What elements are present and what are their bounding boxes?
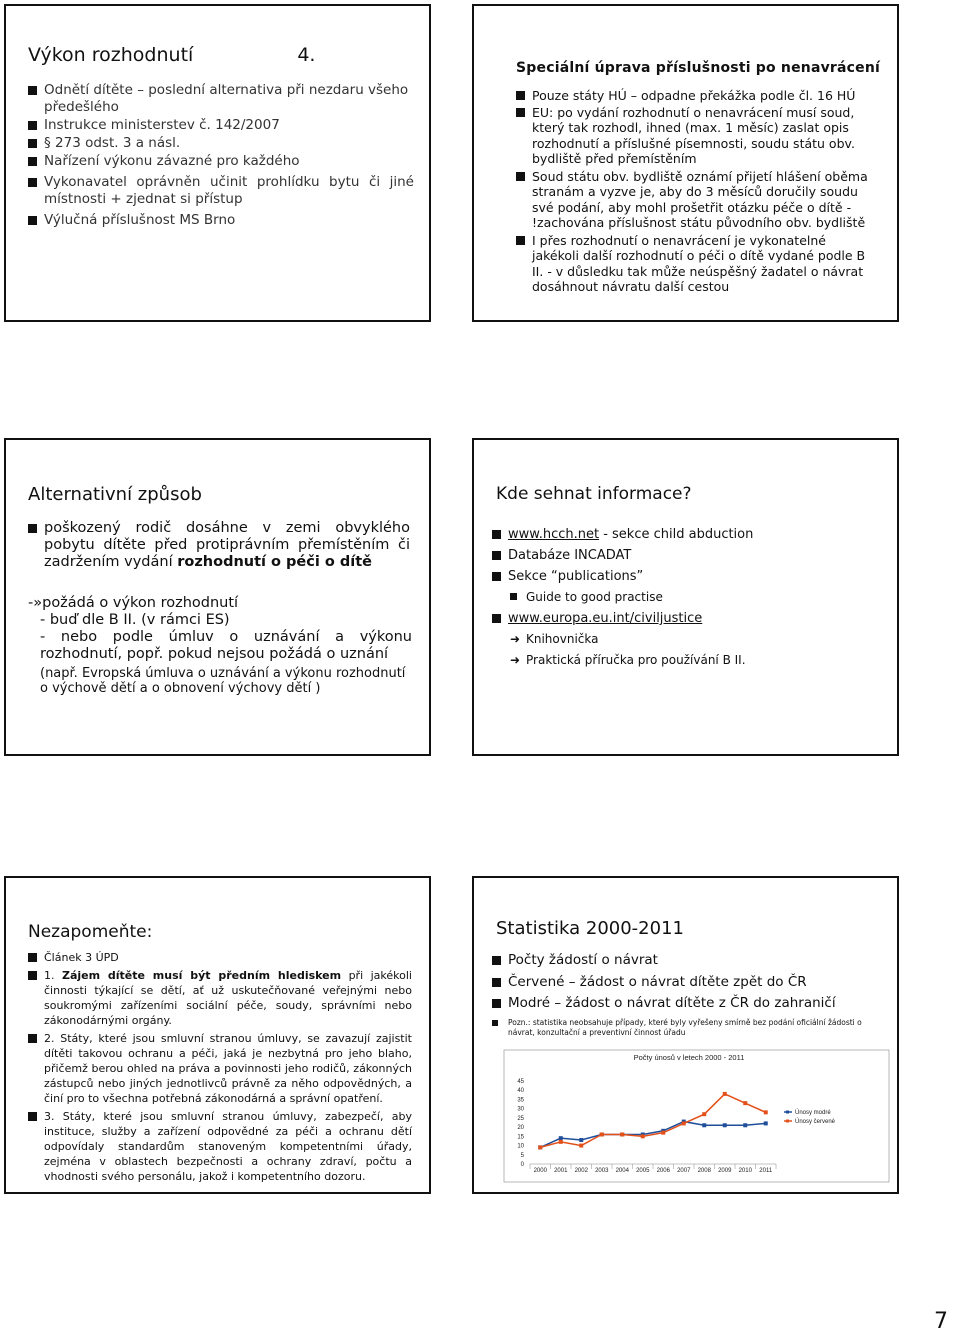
list-item	[492, 1015, 887, 1038]
list-item-sub	[492, 650, 887, 671]
slide-title: Nezapomeňte:	[28, 922, 153, 942]
list-item-text: Pouze státy HÚ – odpadne překážka podle čl. 16 HÚ	[532, 88, 856, 103]
data-point	[743, 1123, 747, 1127]
slide-title: Alternativní způsob	[28, 484, 202, 505]
data-point	[559, 1136, 563, 1140]
slide-title-text: Výkon rozhodnutí	[28, 44, 194, 66]
list-item-text: - sekce child abduction	[599, 527, 754, 542]
europa-link[interactable]: www.europa.eu.int/civiljustice	[508, 611, 703, 626]
request-text: požádá o výkon rozhodnutí	[42, 595, 239, 611]
list-item	[492, 545, 887, 566]
list-item	[28, 520, 410, 571]
hcch-link[interactable]: www.hcch.net	[508, 527, 600, 542]
x-tick-label: 2006	[656, 1168, 670, 1174]
list-item-text: Červené – žádost o návrat dítěte zpět do ČR	[508, 973, 807, 990]
x-tick-label: 2007	[677, 1168, 691, 1174]
y-tick-label: 45	[517, 1079, 524, 1085]
list-item-text: při jakékoli činnosti týkající se dětí, ať už uskutečňované veřejnými nebo soukromými zařízeními sociální péče, soudy, správními nebo zákonodárnými orgány.	[44, 969, 412, 1027]
y-tick-label: 30	[517, 1106, 524, 1113]
list-item-text: 2. Státy, které jsou smluvní stranou úmluvy, se zavazují zajistit dítěti takovou ochranu a péči, jaká je nezbytná pro jeho blaho, přičemž berou ohled na práva a povinnosti jeho rodičů, zákonných zástupců nebo jiných jednotlivců právně za něho odpovědných, a činí pro to všechna potřebná zákonodárná a správní opatření.	[44, 1032, 412, 1105]
list-item-bold-text: rozhodnutí o péči o dítě	[177, 554, 373, 570]
list-item-text: Instrukce ministerstev č. 142/2007	[44, 117, 280, 133]
y-tick-label: 10	[517, 1143, 524, 1150]
x-tick-label: 2011	[759, 1168, 773, 1174]
alternative-block	[28, 595, 412, 696]
list-item	[28, 1109, 412, 1184]
bullet-list	[28, 520, 410, 571]
option-line: - nebo podle úmluv o uznávání a výkonu rozhodnutí, popř. pokud nejsou požádá o uznání	[40, 629, 412, 662]
data-point	[764, 1110, 768, 1114]
data-point	[559, 1140, 563, 1144]
slide-title-number: 4.	[297, 44, 316, 66]
data-point	[743, 1101, 747, 1105]
list-item-number: 1.	[44, 969, 62, 982]
list-item	[28, 212, 414, 229]
list-item-text: 3. Státy, které jsou smluvní stranou úmluvy, zabezpečí, aby instituce, služby a zařízení odpovědné za péči a ochranu dětí odpovídaly standardům stanoveným kompetentními úřady, zejména v oblastech bezpečnosti a ochrany zdraví, počtu a vhodnosti svého personálu, jakož i kompetentního dozoru.	[44, 1110, 412, 1183]
data-point	[620, 1132, 624, 1136]
list-item	[492, 524, 887, 545]
y-tick-label: 5	[520, 1152, 524, 1159]
slide-alternativni-zpusob	[4, 438, 431, 756]
list-item	[28, 153, 414, 170]
data-point	[600, 1132, 604, 1136]
list-item	[516, 88, 876, 104]
legend-marker	[786, 1111, 789, 1114]
list-item-text: Počty žádostí o návrat	[508, 952, 658, 968]
x-tick-label: 2002	[574, 1168, 588, 1174]
list-item-text: Sekce “publications”	[508, 569, 644, 584]
list-item	[28, 135, 414, 152]
data-point	[579, 1144, 583, 1148]
slide-kde-sehnat-informace	[472, 438, 899, 756]
slide-title: Kde sehnat informace?	[496, 484, 692, 504]
x-tick-label: 2000	[533, 1168, 547, 1174]
y-tick-label: 20	[517, 1125, 524, 1132]
list-item	[516, 233, 876, 295]
y-tick-label: 40	[517, 1088, 524, 1095]
chart-frame	[504, 1050, 889, 1182]
list-item	[492, 972, 887, 994]
arrow-icon: ➜	[510, 653, 521, 667]
line-chart	[494, 1046, 894, 1186]
data-point	[661, 1131, 665, 1135]
list-item-text: Výlučná příslušnost MS Brno	[44, 212, 236, 228]
list-item-text: Modré – žádost o návrat dítěte z ČR do zahraničí	[508, 995, 836, 1011]
arrow-icon: -»	[28, 595, 43, 611]
legend-marker	[786, 1120, 789, 1123]
list-item	[28, 117, 414, 134]
list-item-text: Praktická příručka pro používání B II.	[526, 653, 746, 667]
list-item-text: Odnětí dítěte – poslední alternativa při nezdaru všeho předešlého	[44, 82, 409, 115]
list-item-sub	[492, 629, 887, 650]
slide-specialni-uprava	[472, 4, 899, 322]
y-tick-label: 25	[517, 1115, 524, 1122]
request-line	[28, 595, 412, 612]
page-number: 7	[934, 1309, 948, 1334]
legend-label: Únosy červené	[795, 1119, 836, 1125]
bullet-list	[28, 950, 412, 1184]
bullet-list	[28, 82, 414, 229]
note-line: (např. Evropská úmluva o uznávání a výkonu rozhodnutí o výchově dětí a o obnovení výchovy dětí )	[40, 666, 406, 696]
list-item-text: poškozený rodič dosáhne v zemi obvyklého pobytu dítěte před protiprávním přemístěním či zadržením vydání	[44, 520, 410, 570]
data-point	[764, 1121, 768, 1125]
list-item-text: Databáze INCADAT	[508, 548, 632, 563]
list-item	[28, 1031, 412, 1106]
list-item-text: I přes rozhodnutí o nenavrácení je vykonatelné jakékoli další rozhodnutí o péči o dítě vydané podle B II. - v důsledku tak může neúspěšný žadatel o návrat dosáhnout návratu další cestou	[532, 232, 866, 294]
chart-title: Počty únosů v letech 2000 - 2011	[633, 1053, 745, 1062]
list-item	[492, 566, 887, 587]
bullet-list	[492, 950, 887, 1038]
slide-title	[28, 44, 315, 66]
list-item-text: Nařízení výkonu závazné pro každého	[44, 153, 300, 169]
legend-label: Únosy modré	[795, 1110, 831, 1116]
list-item	[28, 82, 414, 116]
list-item	[516, 105, 876, 167]
list-item	[28, 174, 414, 208]
list-item	[492, 950, 887, 972]
data-point	[579, 1138, 583, 1142]
slide-vykon-rozhodnuti	[4, 4, 431, 322]
bullet-list	[492, 524, 887, 671]
x-tick-label: 2003	[595, 1168, 609, 1174]
data-point	[723, 1123, 727, 1127]
list-item-text: Guide to good practise	[526, 590, 663, 604]
list-item-text: Článek 3 ÚPD	[44, 951, 119, 964]
slide-title: Statistika 2000-2011	[496, 918, 684, 939]
data-point	[702, 1112, 706, 1116]
y-tick-label: 35	[517, 1097, 524, 1104]
x-tick-label: 2005	[636, 1168, 650, 1174]
data-point	[641, 1134, 645, 1138]
list-item	[28, 968, 412, 1028]
slide-nezapomente	[4, 876, 431, 1194]
list-item-text: Soud státu obv. bydliště oznámí přijetí hlášení oběma stranám a vyzve je, aby do 3 měsíců doručily soudu své podání, aby mohl prošetřit otázku péče o dítě - !zachována příslušnost státu původního obv. bydliště	[532, 168, 868, 230]
list-item	[492, 608, 887, 629]
x-tick-label: 2001	[554, 1168, 568, 1174]
list-item-text: § 273 odst. 3 a násl.	[44, 135, 181, 151]
y-tick-label: 15	[517, 1134, 524, 1141]
data-point	[723, 1092, 727, 1096]
list-item-sub	[492, 587, 887, 608]
list-item	[492, 993, 887, 1015]
bullet-list	[516, 88, 876, 295]
list-item	[516, 169, 876, 231]
list-item-text: Knihovnička	[526, 632, 599, 646]
slide-title: Speciální úprava příslušnosti po nenavrácení	[516, 60, 881, 76]
data-point	[682, 1121, 686, 1125]
x-tick-label: 2010	[738, 1168, 752, 1174]
list-item	[28, 950, 412, 965]
x-tick-label: 2004	[615, 1168, 629, 1174]
data-point	[538, 1145, 542, 1149]
list-item-text: Pozn.: statistika neobsahuje případy, které byly vyřešeny smírně bez podání oficiální žádosti o návrat, konzultační a preventivní činnost úřadu	[508, 1017, 862, 1037]
list-item-text: EU: po vydání rozhodnutí o nenavrácení musí soud, který tak rozhodl, ihned (max. 1 měsíc) zaslat opis rozhodnutí a příslušné písemnosti, soudu státu obv. bydliště před přemístěním	[532, 104, 855, 166]
x-tick-label: 2009	[718, 1168, 732, 1174]
option-line: - buď dle B II. (v rámci ES)	[40, 612, 230, 628]
data-point	[702, 1123, 706, 1127]
list-item-bold-text: Zájem dítěte musí být předním hlediskem	[61, 969, 342, 982]
y-tick-label: 0	[520, 1162, 524, 1168]
list-item-text: Vykonavatel oprávněn učinit prohlídku bytu či jiné místnosti + zjednat si přístup	[44, 174, 414, 207]
arrow-icon: ➜	[510, 632, 521, 646]
slide-statistika	[472, 876, 899, 1194]
x-tick-label: 2008	[697, 1168, 711, 1174]
